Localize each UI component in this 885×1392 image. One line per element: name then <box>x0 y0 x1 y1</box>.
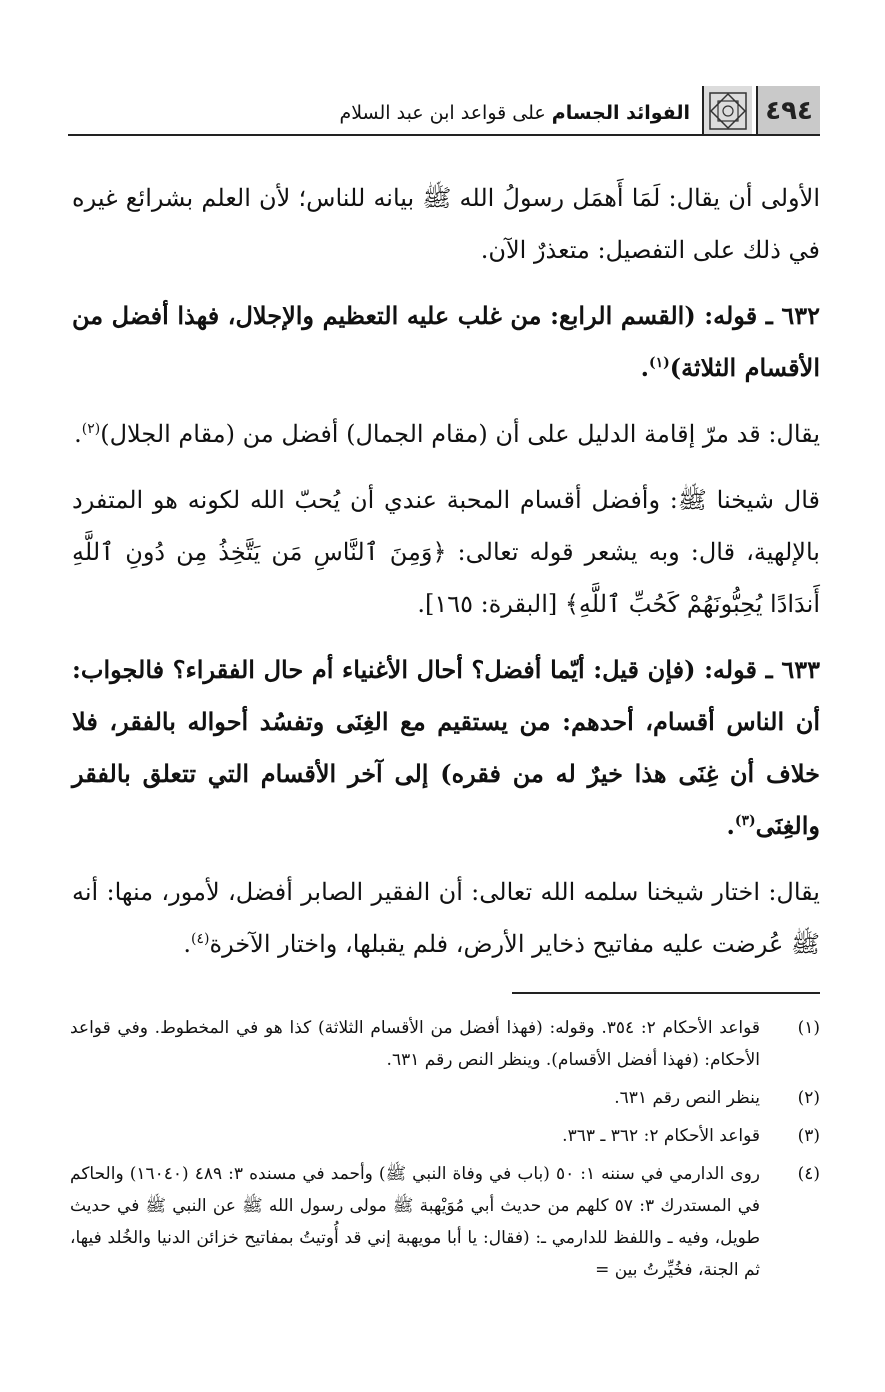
main-text <box>72 172 820 984</box>
paragraph-3: يقال: قد مرّ إقامة الدليل على أن (مقام الجمال) أفضل من (مقام الجلال)$^{(٢)}$. <box>74 420 820 448</box>
footnote-number: (٢) <box>797 1088 820 1108</box>
page-header <box>60 86 820 144</box>
paragraph-633-text: ٦٣٣ ـ قوله: (فإن قيل: أيّما أفضل؟ أحال الأغنياء أم حال الفقراء؟ فالجواب: أن الناس أقسام، أحدهم: من يستقيم مع الغِنَى وتفسُد أحواله بالفقر، فلا خلاف أن غِنَى هذا خيرٌ له من فقره) إلى آخر الأقسام التي تتعلق بالفقر والغِنَى <box>72 655 820 840</box>
running-title-bold: الفوائد الجسام <box>551 102 690 124</box>
paragraph-6: يقال: اختار شيخنا سلمه الله تعالى: أن الفقير الصابر أفضل، لأمور، منها: أنه ﷺ عُرضت عليه مفاتيح ذخاير الأرض، فلم يقبلها، واختار الآخرة$^{(٤)}$. <box>72 878 820 958</box>
paragraph-6-text: يقال: اختار شيخنا سلمه الله تعالى: أن الفقير الصابر أفضل، لأمور، منها: أنه ﷺ عُرضت عليه مفاتيح ذخاير الأرض، فلم يقبلها، واختار الآخرة <box>72 878 820 958</box>
paragraph-633: ٦٣٣ ـ قوله: (فإن قيل: أيّما أفضل؟ أحال الأغنياء أم حال الفقراء؟ فالجواب: أن الناس أقسام، أحدهم: من يستقيم مع الغِنَى وتفسُد أحواله بالفقر، فلا خلاف أن غِنَى هذا خيرٌ له من فقره) إلى آخر الأقسام التي تتعلق بالفقر والغِنَى$^{(٣)}$. <box>72 655 820 840</box>
footnote-ref-1: (١) <box>649 355 670 371</box>
footnote-number: (٤) <box>797 1164 820 1184</box>
footnote-3 <box>70 1120 820 1152</box>
paragraph-1: الأولى أن يقال: لَمَا أَهمَل رسولُ الله ﷺ بيانه للناس؛ لأن العلم بشرائع غيره في ذلك على التفصيل: متعذرٌ الآن. <box>72 184 820 264</box>
footnote-text: روى الدارمي في سننه ١: ٥٠ (باب في وفاة النبي ﷺ) وأحمد في مسنده ٣: ٤٨٩ (١٦٠٤٠) والحاكم في المستدرك ٣: ٥٧ كلهم من حديث أبي مُوَيْهبة ﷺ مولى رسول الله ﷺ عن النبي ﷺ في حديث طويل، وفيه ـ واللفظ للدارمي ـ: (فقال: يا أبا مويهبة إني قد أُوتيتُ بمفاتيح خزائن الدنيا والخُلد فيها، ثم الجنة، فخُيِّرتُ بين = <box>70 1164 760 1280</box>
footnote-text: قواعد الأحكام ٢: ٣٦٢ ـ ٣٦٣. <box>562 1126 760 1146</box>
header-rule <box>68 134 820 136</box>
footnote-number: (١) <box>797 1018 820 1038</box>
paragraph-632-text: ٦٣٢ ـ قوله: (القسم الرابع: من غلب عليه التعظيم والإجلال، فهذا أفضل من الأقسام الثلاثة) <box>72 301 820 382</box>
footnote-ref-4: (٤) <box>191 931 210 947</box>
footnote-2 <box>70 1082 820 1114</box>
footnotes <box>70 1012 820 1292</box>
running-title <box>339 102 690 124</box>
footnote-text: ينظر النص رقم ٦٣١. <box>614 1088 760 1108</box>
paragraph-4: قال شيخنا ﷺ: وأفضل أقسام المحبة عندي أن يُحبّ الله لكونه هو المتفرد بالإلهية، قال: وبه يشعر قوله تعالى: ﴿وَمِنَ ٱلنَّاسِ مَن يَتَّخِذُ مِن دُونِ ٱللَّهِ أَندَادًا يُحِبُّونَهُمْ كَحُبِّ ٱللَّهِ﴾ [البقرة: ١٦٥]. <box>72 486 820 618</box>
footnote-ref-3: (٣) <box>734 813 756 829</box>
running-title-rest: على قواعد ابن عبد السلام <box>339 102 552 124</box>
paragraph-3-text: يقال: قد مرّ إقامة الدليل على أن (مقام الجمال) أفضل من (مقام الجلال) <box>100 420 820 448</box>
footnote-text: قواعد الأحكام ٢: ٣٥٤. وقوله: (فهذا أفضل من الأقسام الثلاثة) كذا هو في المخطوط. وفي قواعد الأحكام: (فهذا أفضل الأقسام). وينظر النص رقم ٦٣١. <box>70 1018 760 1070</box>
footnote-1 <box>70 1012 820 1076</box>
footnote-ref-2: (٢) <box>81 421 101 437</box>
page-number: ٤٩٤ <box>756 86 820 136</box>
footnote-4 <box>70 1158 820 1286</box>
footnote-number: (٣) <box>797 1126 820 1146</box>
ornament-icon <box>702 86 752 136</box>
footnote-separator <box>512 992 820 994</box>
paragraph-632: ٦٣٢ ـ قوله: (القسم الرابع: من غلب عليه التعظيم والإجلال، فهذا أفضل من الأقسام الثلاثة)$^{(١)}$. <box>72 301 820 382</box>
